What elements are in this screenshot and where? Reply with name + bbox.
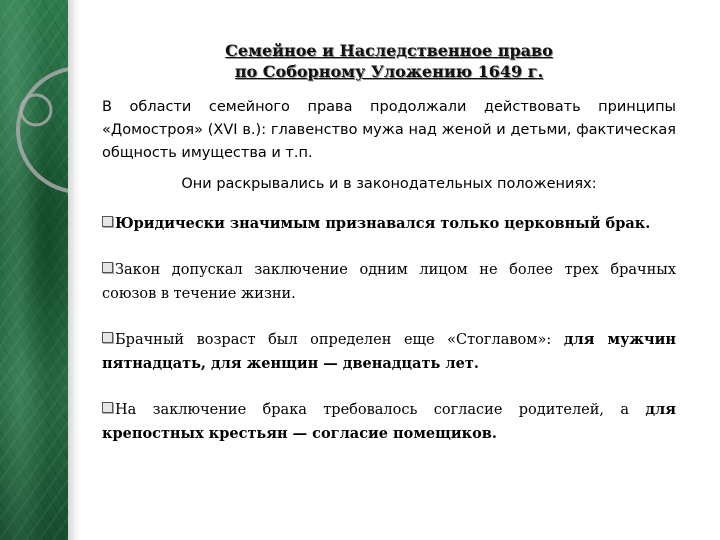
item-text: На заключение брака требовалось согласие родителей, а <box>115 402 646 418</box>
item-bold-text: для мужчин пятнадцать, для женщин — двенадцать лет. <box>102 331 676 372</box>
checkbox-bullet-icon <box>102 402 113 413</box>
slide-title <box>102 40 676 82</box>
list-item <box>102 328 676 376</box>
checkbox-bullet-icon <box>102 216 113 227</box>
decorative-rings <box>0 0 68 540</box>
item-bold-text: Юридически значимым признавался только церковный брак. <box>115 215 651 232</box>
ring-small <box>21 95 51 125</box>
item-text: Закон допускал заключение одним лицом не более трех брачных союзов в течение жизни. <box>102 262 676 302</box>
ring-large <box>18 68 68 192</box>
list-item <box>102 258 676 306</box>
item-text: Брачный возраст был определен еще «Стоглавом»: <box>115 332 564 348</box>
list-item <box>102 398 676 446</box>
title-line-1: Семейное и Наследственное право <box>225 41 553 60</box>
green-marble-sidebar <box>0 0 68 540</box>
intro-paragraph: В области семейного права продолжали действовать принципы «Домостроя» (XVI в.): главенство мужа над женой и детьми, фактическая общность имущества и т.п. <box>102 99 676 161</box>
lead-line: Они раскрывались и в законодательных положениях: <box>181 176 597 192</box>
item-bold-text: для крепостных крестьян — согласие помещиков. <box>102 401 676 442</box>
title-line-2: по Соборному Уложению 1649 г. <box>234 62 544 81</box>
sidebar-edge-shadow <box>68 0 80 540</box>
slide-content <box>102 30 676 468</box>
checkbox-bullet-icon <box>102 262 113 273</box>
checkbox-bullet-icon <box>102 332 113 343</box>
list-item <box>102 212 676 236</box>
